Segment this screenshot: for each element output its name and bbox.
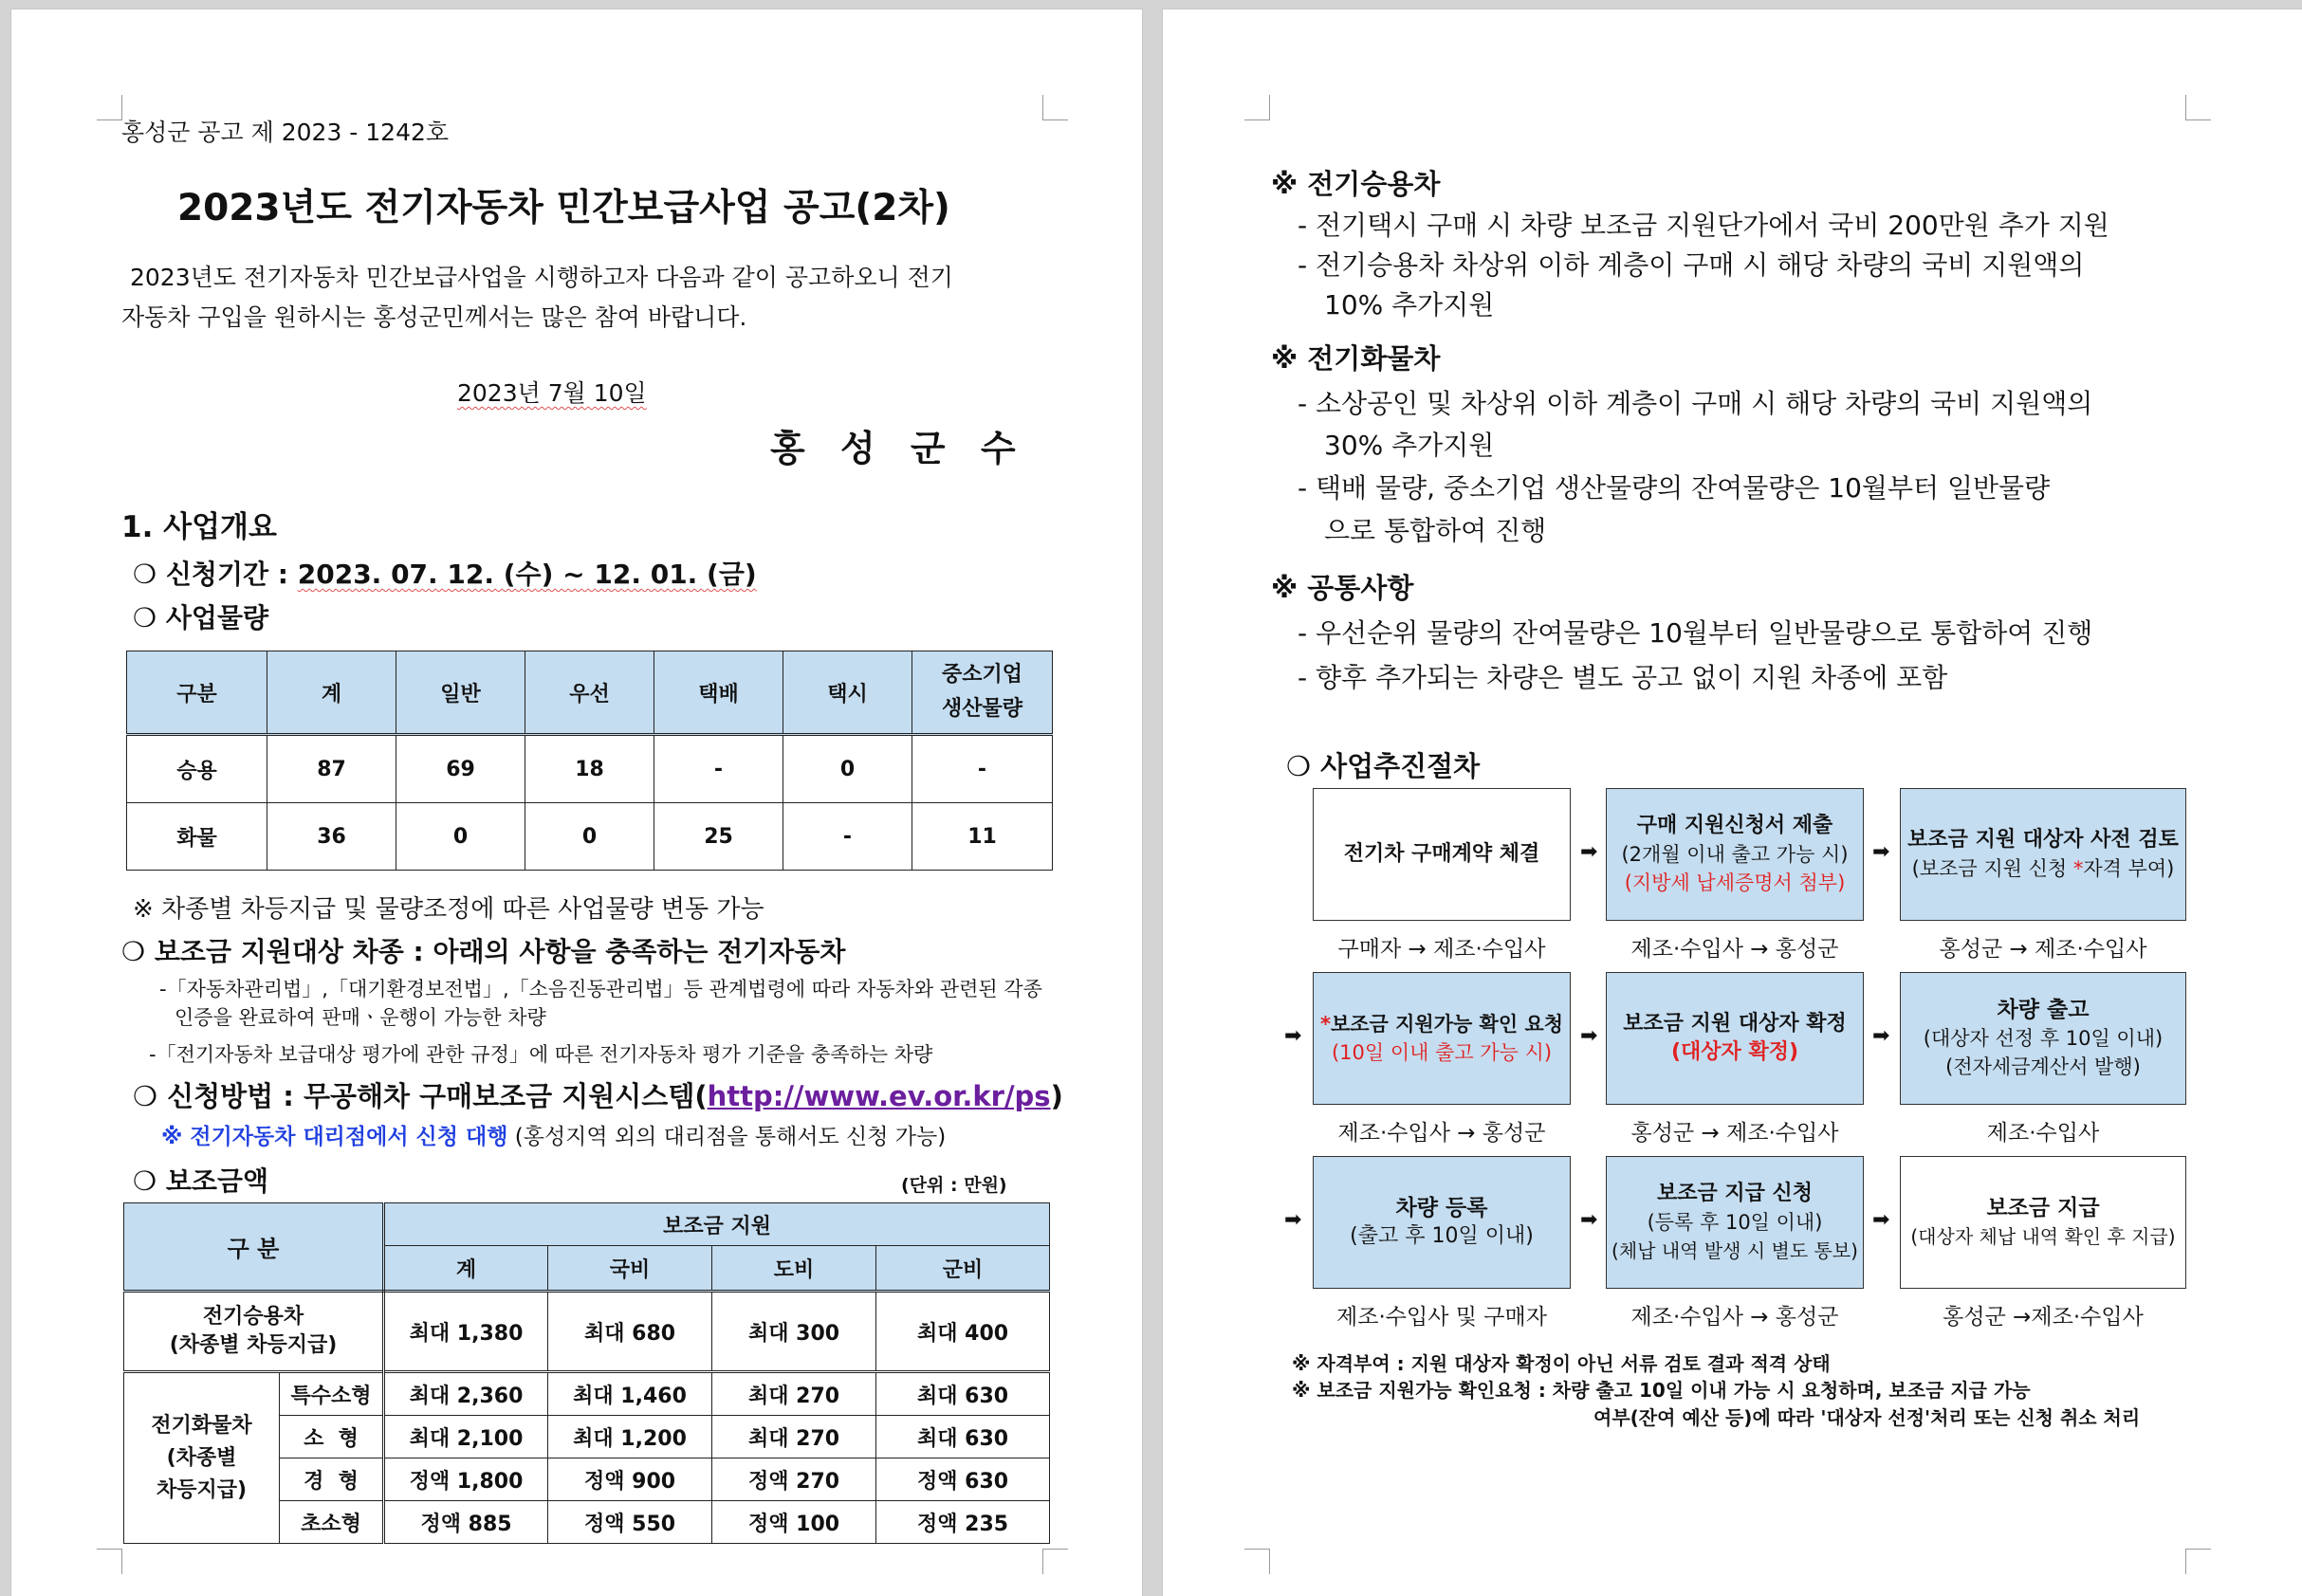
table-header: 보조금 지원 bbox=[384, 1203, 1050, 1246]
truck-item: 으로 통합하여 진행 bbox=[1324, 515, 1547, 546]
table-header: 중소기업 생산물량 bbox=[912, 651, 1053, 735]
table-cell: - bbox=[783, 803, 912, 871]
table-row bbox=[124, 1372, 1050, 1416]
step-caption: 제조·수입사 및 구매자 bbox=[1336, 1305, 1547, 1330]
table-cell: 승용 bbox=[127, 735, 267, 803]
table-cell: 최대 630 bbox=[876, 1416, 1050, 1458]
procedure-note: ※ 자격부여 : 지원 대상자 확정이 아닌 서류 검토 결과 적격 상태 bbox=[1292, 1352, 1831, 1375]
crop-mark bbox=[1244, 1549, 1270, 1574]
step-box: 보조금 지원 대상자 사전 검토 (보조금 지원 신청 *자격 부여) bbox=[1900, 788, 2186, 921]
notice-date: 2023년 7월 10일 bbox=[457, 379, 647, 407]
arrow-icon: ➡ bbox=[1872, 1024, 1890, 1048]
table-header: 국비 bbox=[548, 1246, 712, 1292]
crop-mark bbox=[97, 95, 122, 120]
table-header: 일반 bbox=[396, 651, 525, 735]
table-cell: 정액 630 bbox=[876, 1458, 1050, 1501]
step-box: 차량 등록 (출고 후 10일 이내) bbox=[1313, 1156, 1571, 1289]
issuer: 홍 성 군 수 bbox=[770, 428, 1027, 469]
step-box: 전기차 구매계약 체결 bbox=[1313, 788, 1571, 921]
table-header: 구 분 bbox=[124, 1203, 384, 1292]
table-row bbox=[127, 803, 1053, 871]
target-item: -「전기자동차 보급대상 평가에 관한 규정」에 따른 전기자동차 평가 기준을 충족하는 차량 bbox=[149, 1043, 933, 1066]
table-header: 도비 bbox=[712, 1246, 876, 1292]
table-cell: 25 bbox=[654, 803, 783, 871]
table-cell: 최대 300 bbox=[712, 1292, 876, 1372]
crop-mark bbox=[1042, 95, 1068, 120]
arrow-icon: ➡ bbox=[1284, 1208, 1302, 1232]
quantity-table bbox=[126, 651, 1053, 871]
car-item: - 전기승용차 차상위 이하 계층이 구매 시 해당 차량의 국비 지원액의 bbox=[1298, 249, 2085, 281]
method-note: ※ 전기자동차 대리점에서 신청 대행 (홍성지역 외의 대리점을 통해서도 신청 가능) bbox=[161, 1125, 947, 1149]
step-box: 구매 지원신청서 제출 (2개월 이내 출고 가능 시) (지방세 납세증명서 첨부) bbox=[1606, 788, 1864, 921]
document-page-1 bbox=[11, 9, 1142, 1596]
table-cell: 0 bbox=[525, 803, 654, 871]
table-cell: 0 bbox=[783, 735, 912, 803]
table-cell: 0 bbox=[396, 803, 525, 871]
table-header: 택배 bbox=[654, 651, 783, 735]
table-cell: - bbox=[912, 735, 1053, 803]
procedure-note: ※ 보조금 지원가능 확인요청 : 차량 출고 10일 이내 가능 시 요청하며, 보조금 지급 가능 bbox=[1292, 1379, 2031, 1402]
crop-mark bbox=[1042, 1549, 1068, 1574]
table-header: 우선 bbox=[525, 651, 654, 735]
step-box: 보조금 지급 (대상자 체납 내역 확인 후 지급) bbox=[1900, 1156, 2186, 1289]
step-caption: 제조·수입사 → 홍성군 bbox=[1630, 1305, 1839, 1330]
target-item: -「자동차관리법」,「대기환경보전법」,「소음진동관리법」등 관계법령에 따라 자동차와 관련된 각종 bbox=[159, 978, 1042, 1000]
table-cell: 최대 1,460 bbox=[548, 1372, 712, 1416]
arrow-icon: ➡ bbox=[1872, 840, 1890, 864]
table-cell: 최대 1,380 bbox=[384, 1292, 548, 1372]
table-row bbox=[124, 1292, 1050, 1372]
ev-system-link[interactable]: http://www.ev.or.kr/ps bbox=[707, 1080, 1051, 1112]
step-caption: 홍성군 → 제조·수입사 bbox=[1630, 1121, 1839, 1146]
subsidy-table bbox=[123, 1202, 1050, 1544]
table-cell: 11 bbox=[912, 803, 1053, 871]
subsidy-heading: ❍ 보조금액 bbox=[133, 1165, 269, 1197]
notice-number: 홍성군 공고 제 2023 - 1242호 bbox=[121, 119, 450, 146]
table-cell: 화물 bbox=[127, 803, 267, 871]
table-cell: 정액 550 bbox=[548, 1501, 712, 1544]
table-cell: 정액 235 bbox=[876, 1501, 1050, 1544]
table-cell: 36 bbox=[267, 803, 396, 871]
truck-item: - 소상공인 및 차상위 이하 계층이 구매 시 해당 차량의 국비 지원액의 bbox=[1298, 388, 2093, 419]
target-item: 인증을 완료하여 판매ㆍ운행이 가능한 차량 bbox=[175, 1006, 546, 1029]
car-item: 10% 추가지원 bbox=[1324, 289, 1495, 321]
car-item: - 전기택시 구매 시 차량 보조금 지원단가에서 국비 200만원 추가 지원 bbox=[1298, 210, 2109, 241]
table-cell: 정액 885 bbox=[384, 1501, 548, 1544]
crop-mark bbox=[97, 1549, 122, 1574]
application-period: ❍ 신청기간 : 2023. 07. 12. (수) ~ 12. 01. (금) bbox=[133, 559, 757, 590]
common-item: - 향후 추가되는 차량은 별도 공고 없이 지원 차종에 포함 bbox=[1298, 662, 1948, 693]
arrow-icon: ➡ bbox=[1580, 1024, 1598, 1048]
table-cell: 정액 1,800 bbox=[384, 1458, 548, 1501]
table-cell: 정액 270 bbox=[712, 1458, 876, 1501]
step-caption: 제조·수입사 → 홍성군 bbox=[1630, 937, 1839, 962]
arrow-icon: ➡ bbox=[1580, 840, 1598, 864]
truck-item: - 택배 물량, 중소기업 생산물량의 잔여물량은 10월부터 일반물량 bbox=[1298, 472, 2051, 504]
application-method: ❍ 신청방법 : 무공해차 구매보조금 지원시스템(http://www.ev.or.kr/ps) bbox=[133, 1080, 1063, 1112]
step-box: 차량 출고 (대상자 선정 후 10일 이내) (전자세금계산서 발행) bbox=[1900, 972, 2186, 1105]
step-caption: 홍성군 →제조·수입사 bbox=[1943, 1305, 2144, 1330]
crop-mark bbox=[1244, 95, 1270, 120]
step-caption: 구매자 → 제조·수입사 bbox=[1337, 937, 1546, 962]
table-cell: 18 bbox=[525, 735, 654, 803]
table-cell: 최대 2,360 bbox=[384, 1372, 548, 1416]
document-page-2 bbox=[1163, 9, 2302, 1596]
crop-mark bbox=[2185, 95, 2211, 120]
table-cell: 최대 1,200 bbox=[548, 1416, 712, 1458]
quantity-note: ※ 차종별 차등지급 및 물량조정에 따른 사업물량 변동 가능 bbox=[133, 895, 764, 924]
table-cell: 소 형 bbox=[280, 1416, 384, 1458]
step-box: 보조금 지원 대상자 확정 (대상자 확정) bbox=[1606, 972, 1864, 1105]
crop-mark bbox=[2185, 1549, 2211, 1574]
table-cell: 정액 100 bbox=[712, 1501, 876, 1544]
procedure-heading: ❍ 사업추진절차 bbox=[1286, 750, 1481, 782]
subsidy-unit: (단위 : 만원) bbox=[901, 1175, 1007, 1196]
truck-heading: ※ 전기화물차 bbox=[1271, 342, 1441, 375]
document-title: 2023년도 전기자동차 민간보급사업 공고(2차) bbox=[177, 187, 950, 229]
table-header: 군비 bbox=[876, 1246, 1050, 1292]
table-cell: 최대 2,100 bbox=[384, 1416, 548, 1458]
step-box: *보조금 지원가능 확인 요청 (10일 이내 출고 가능 시) bbox=[1313, 972, 1571, 1105]
section-heading: 1. 사업개요 bbox=[121, 510, 277, 544]
arrow-icon: ➡ bbox=[1284, 1024, 1302, 1048]
table-cell: 최대 400 bbox=[876, 1292, 1050, 1372]
table-cell: 최대 270 bbox=[712, 1372, 876, 1416]
step-caption: 홍성군 → 제조·수입사 bbox=[1939, 937, 2147, 962]
table-cell: 전기승용차 (차종별 차등지급) bbox=[124, 1292, 384, 1372]
table-header: 계 bbox=[384, 1246, 548, 1292]
table-row bbox=[127, 735, 1053, 803]
arrow-icon: ➡ bbox=[1872, 1208, 1890, 1232]
table-cell: 최대 630 bbox=[876, 1372, 1050, 1416]
intro-line-1: 2023년도 전기자동차 민간보급사업을 시행하고자 다음과 같이 공고하오니 전기 bbox=[130, 264, 953, 291]
table-cell: 특수소형 bbox=[280, 1372, 384, 1416]
intro-line-2: 자동차 구입을 원하시는 홍성군민께서는 많은 참여 바랍니다. bbox=[121, 303, 747, 331]
step-caption: 제조·수입사 → 홍성군 bbox=[1337, 1121, 1546, 1146]
table-header: 택시 bbox=[783, 651, 912, 735]
table-cell: 초소형 bbox=[280, 1501, 384, 1544]
table-cell: 최대 680 bbox=[548, 1292, 712, 1372]
table-header: 계 bbox=[267, 651, 396, 735]
car-heading: ※ 전기승용차 bbox=[1271, 168, 1441, 200]
common-item: - 우선순위 물량의 잔여물량은 10월부터 일반물량으로 통합하여 진행 bbox=[1298, 617, 2093, 649]
step-caption: 제조·수입사 bbox=[1986, 1121, 2100, 1146]
target-heading: ❍ 보조금 지원대상 차종 : 아래의 사항을 충족하는 전기자동차 bbox=[121, 936, 846, 967]
common-heading: ※ 공통사항 bbox=[1271, 572, 1414, 604]
table-cell: 정액 900 bbox=[548, 1458, 712, 1501]
table-cell: 69 bbox=[396, 735, 525, 803]
truck-item: 30% 추가지원 bbox=[1324, 430, 1495, 461]
table-cell: 최대 270 bbox=[712, 1416, 876, 1458]
table-cell: - bbox=[654, 735, 783, 803]
table-cell: 전기화물차 (차종별 차등지급) bbox=[124, 1372, 280, 1544]
quantity-heading: ❍ 사업물량 bbox=[133, 602, 269, 633]
step-box: 보조금 지급 신청 (등록 후 10일 이내) (체납 내역 발생 시 별도 통보) bbox=[1606, 1156, 1864, 1289]
table-header: 구분 bbox=[127, 651, 267, 735]
arrow-icon: ➡ bbox=[1580, 1208, 1598, 1232]
table-cell: 87 bbox=[267, 735, 396, 803]
table-cell: 경 형 bbox=[280, 1458, 384, 1501]
procedure-note: 여부(잔여 예산 등)에 따라 '대상자 선정'처리 또는 신청 취소 처리 bbox=[1593, 1406, 2141, 1429]
